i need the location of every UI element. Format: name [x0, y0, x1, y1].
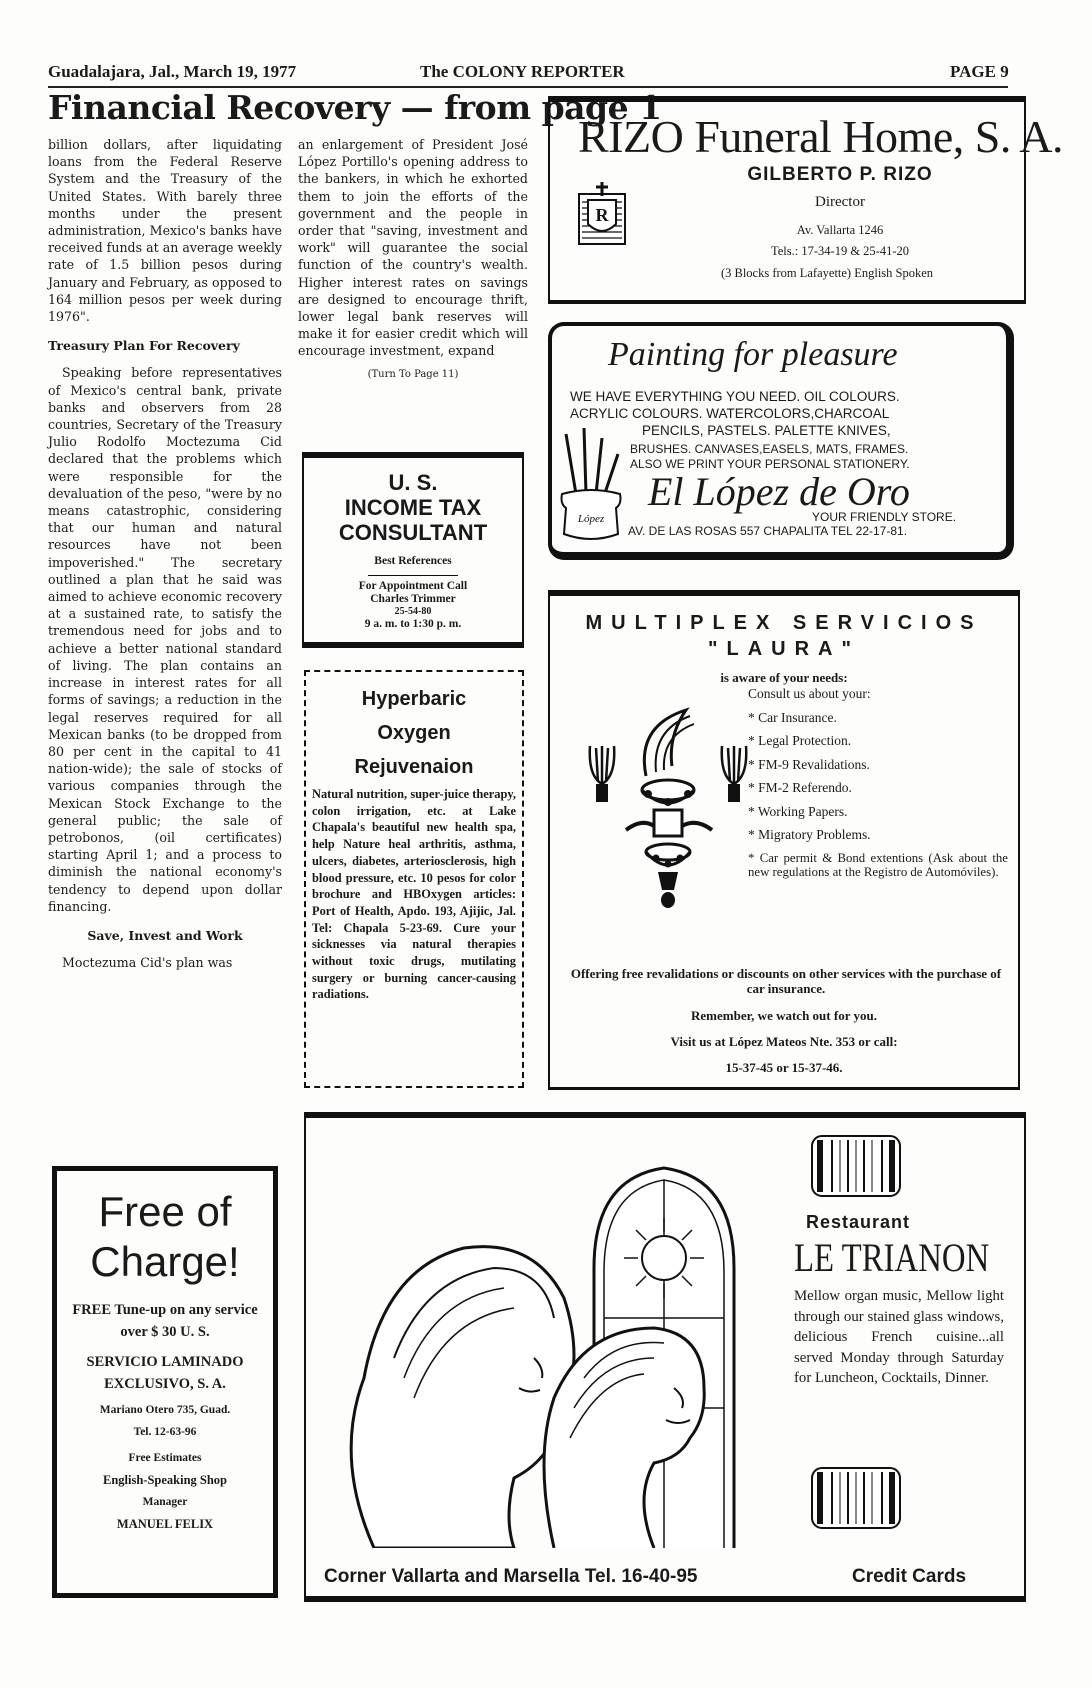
laura-phones: 15-37-45 or 15-37-46.	[725, 1060, 843, 1075]
headline: Financial Recovery — from page 1	[48, 88, 662, 127]
income-tax-ad	[302, 452, 524, 648]
tax-line-4: 9 a. m. to 1:30 p. m.	[364, 618, 462, 630]
laura-title: MULTIPLEX SERVICIOS	[585, 612, 983, 634]
laura-service-item: * Car Insurance.	[748, 709, 837, 725]
tax-divider	[368, 575, 458, 576]
painting-address: AV. DE LAS ROSAS 557 CHAPALITA TEL 22-17-81.	[628, 524, 908, 538]
painting-line-4: BRUSHES. CANVASES,EASELS, MATS, FRAMES.	[630, 442, 909, 456]
rizo-logo-letter: R	[595, 205, 609, 225]
hyperbaric-ad	[304, 670, 524, 1088]
couple-window-illustration	[314, 1158, 784, 1548]
rizo-phones: Tels.: 17-34-19 & 25-41-20	[771, 244, 909, 258]
painting-line-5: ALSO WE PRINT YOUR PERSONAL STATIONERY.	[630, 457, 910, 471]
brush-jar-icon	[556, 424, 626, 544]
jar-label: López	[577, 513, 605, 525]
painting-script: Painting for pleasure	[608, 336, 898, 373]
laura-remember: Remember, we watch out for you.	[691, 1008, 877, 1023]
laura-service-item: * FM-2 Referendo.	[748, 780, 852, 795]
jump-line: (Turn To Page 11)	[367, 368, 459, 380]
tax-line-3: 25-54-80	[394, 606, 432, 617]
laura-permit: * Car permit & Bond extentions (Ask about the new regulations at the Registro de Automóviles).	[748, 850, 1008, 879]
free-line-6: English-Speaking Shop	[102, 1473, 228, 1487]
rizo-funeral-ad	[548, 96, 1064, 304]
laura-service-item: * Migratory Problems.	[748, 827, 871, 842]
free-title-1: Free of	[98, 1188, 232, 1235]
trianon-kicker: Restaurant	[806, 1212, 911, 1232]
free-line-3: Mariano Otero 735, Guad.	[99, 1404, 231, 1416]
tax-line-2: Charles Trimmer	[370, 593, 456, 605]
trianon-body: Mellow organ music, Mellow light through our stained glass windows, delicious French cuisine...all served Monday through Saturday for Luncheon, Cocktails, Dinner.	[794, 1288, 1004, 1386]
painting-friendly: YOUR FRIENDLY STORE.	[812, 510, 957, 524]
laura-logo-icon	[576, 706, 760, 916]
free-line-1: FREE Tune-up on any service over $ 30 U. S.	[72, 1302, 258, 1340]
laura-services	[748, 682, 1008, 879]
free-line-7: Manager	[142, 1496, 188, 1508]
subhead-save: Save, Invest and Work	[87, 927, 243, 943]
laura-visit: Visit us at López Mateos Nte. 353 or call:	[670, 1034, 898, 1049]
laura-aware: is aware of your needs:	[720, 670, 848, 685]
masthead	[48, 62, 1028, 88]
page-number: PAGE 9	[950, 62, 1009, 81]
rizo-note: (3 Blocks from Lafayette) English Spoken	[720, 266, 934, 280]
hyper-title-2: Oxygen	[377, 722, 451, 744]
free-line-4: Tel. 12-63-96	[133, 1426, 197, 1438]
laura-name: "LAURA"	[708, 638, 860, 660]
barcode-ornament-icon	[806, 1128, 906, 1204]
multiplex-laura-ad	[548, 590, 1020, 1090]
laura-consult: Consult us about your:	[748, 686, 871, 701]
article-body-2: an enlargement of President José López Portillo's opening address to the bankers, in which he exhorted them to join the efforts of the government and the people in order that "saving, investment and work" will guarantee the social function of the country's wealth. Higher interest rates on savings are designed to encourage thrift, lower legal bank reserves will make it for easier credit which will encourage investment, expand	[298, 137, 528, 359]
tax-refs: Best References	[374, 555, 452, 567]
free-line-8: MANUEL FELIX	[116, 1517, 214, 1531]
article-tail: Moctezuma Cid's plan was	[62, 955, 233, 971]
laura-service-item: * Working Papers.	[748, 803, 848, 819]
free-line-5: Free Estimates	[128, 1452, 202, 1464]
painting-line-3: PENCILS, PASTELS. PALETTE KNIVES,	[642, 423, 891, 438]
rizo-title: RIZO Funeral Home, S. A.	[578, 111, 1064, 162]
article-body-1: Speaking before representatives of Mexico's central bank, private banks and observers from 28 countries, Secretary of the Treasury Julio Rodolfo Moctezuma Cid declared that the problems which were responsible for the devaluation of the peso, "were by no means catastrophic, considering that our human and natural resources have not been impoverished." The secretary outlined a plan that he said was aimed to achieve economic recovery at a sustained rate, to satisfy the tremendous need for jobs and to achieve a better national standard of living. The plan contains an increase in interest rates for all forms of savings; a reduction in the legal reserves required for all Mexican banks (to be dropped from 80 per cent in the capital to 41 nation-wide); the sale of stocks of various companies through the Mexican Stock Exchange to the general public; the sale of petrobonos, (oil certificates) starting April 1; and a process to diminish the national economy's tendency to depend upon dollar financing.	[48, 365, 282, 914]
tax-title-1: U. S.	[388, 470, 438, 495]
tax-line-1: For Appointment Call	[358, 580, 468, 592]
article-intro: billion dollars, after liquidating loans from the Federal Reserve System and the Treasury of the United States. With barely three months under the present administration, Mexico's banks have received funds at an average weekly rate of 1.5 billion pesos during January and February, as opposed to 164 million pesos per week during 1976".	[48, 137, 282, 325]
laura-service-item: * FM-9 Revalidations.	[748, 756, 870, 772]
laura-service-item: * Legal Protection.	[748, 733, 852, 748]
painting-ad	[548, 322, 1014, 560]
subhead-treasury: Treasury Plan For Recovery	[48, 338, 240, 354]
hyper-body: Natural nutrition, super-juice therapy, colon irrigation, etc. at Lake Chapala's beautiful new health spa, help Nature heal arthritis, asthma, ulcers, diabetes, arteriosclerosis, high blood pressure, etc. 10 pesos for color brochure and HBOxygen articles: Port of Health, Apdo. 193, Ajijic, Jal. Tel: Chapala 5-23-69. Cure your sicknesses via natural therapies without toxic drugs, mutilating surgery or burning cancer-causing radiations.	[312, 787, 516, 1002]
painting-line-2: ACRYLIC COLOURS. WATERCOLORS,CHARCOAL	[570, 406, 890, 421]
tax-title-2: INCOME TAX	[344, 495, 482, 520]
barcode-ornament-icon	[806, 1460, 906, 1536]
laura-offer: Offering free revalidations or discounts on other services with the purchase of car insurance.	[570, 966, 1002, 996]
trianon-address: Corner Vallarta and Marsella Tel. 16-40-95	[324, 1566, 698, 1587]
trianon-credit: Credit Cards	[852, 1566, 967, 1587]
dateline: Guadalajara, Jal., March 19, 1977	[48, 62, 297, 81]
rizo-address: Av. Vallarta 1246	[796, 223, 884, 237]
painting-shop: El López de Oro	[648, 469, 910, 514]
trianon-name: LE TRIANON	[794, 1235, 990, 1280]
free-line-2: SERVICIO LAMINADO EXCLUSIVO, S. A.	[86, 1354, 244, 1392]
tax-title-3: CONSULTANT	[338, 520, 488, 545]
article-col1	[48, 136, 282, 971]
hyper-title-1: Hyperbaric	[361, 688, 467, 710]
rizo-logo-icon	[578, 180, 626, 246]
paper-name: The COLONY REPORTER	[420, 62, 625, 81]
rizo-name: GILBERTO P. RIZO	[747, 164, 933, 185]
free-title-2: Charge!	[90, 1238, 240, 1285]
le-trianon-ad	[304, 1112, 1026, 1602]
hyper-title-3: Rejuvenaion	[354, 756, 474, 778]
painting-line-1: WE HAVE EVERYTHING YOU NEED. OIL COLOURS.	[570, 389, 900, 404]
article-col2	[298, 136, 528, 383]
free-of-charge-ad	[52, 1166, 278, 1598]
rizo-role: Director	[815, 194, 865, 210]
